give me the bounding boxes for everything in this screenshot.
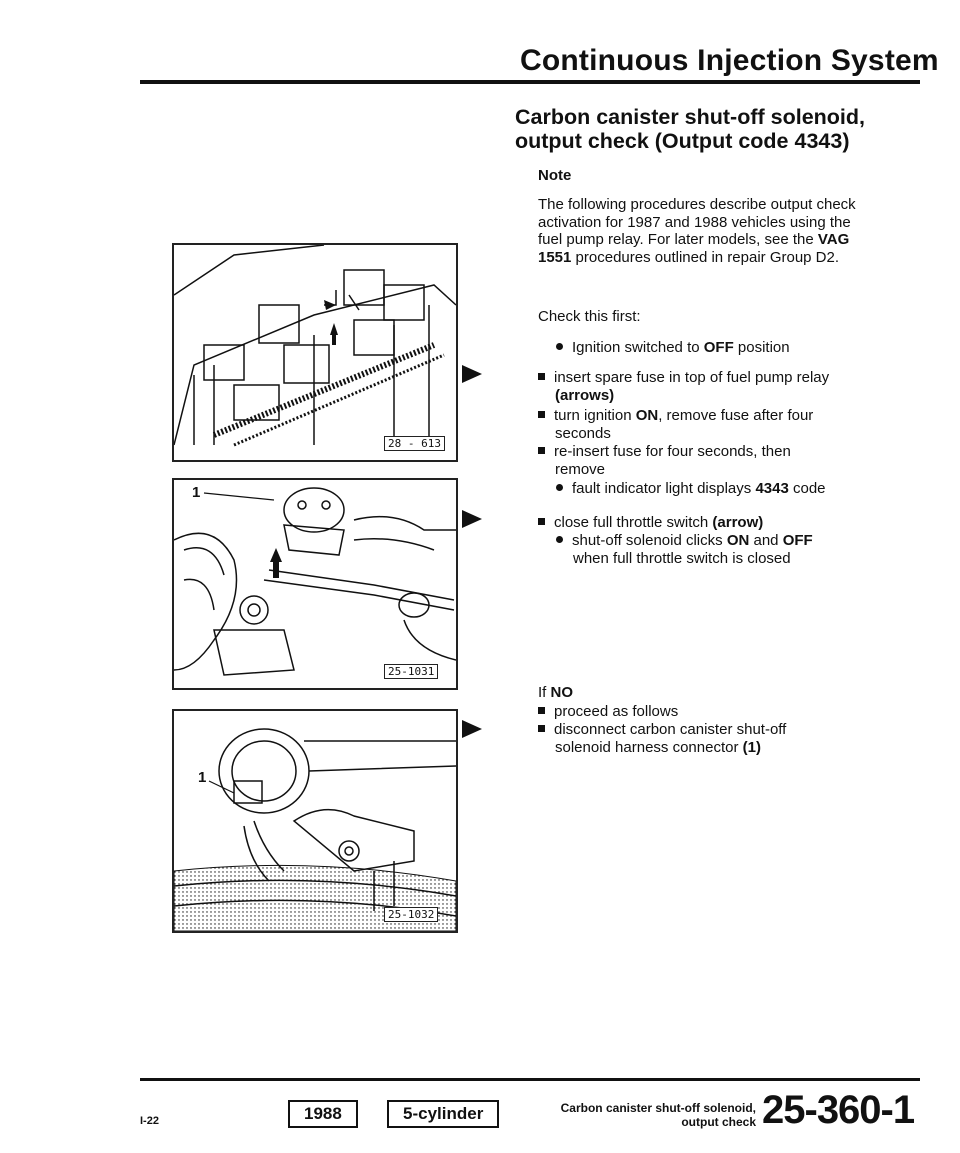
note-heading: Note [538,167,572,184]
step-reinsert: re-insert fuse for four seconds, then remove [538,443,868,479]
note-paragraph [538,196,878,266]
footer-caption-line2: output check [681,1115,756,1129]
fault-code: 4343 [755,480,789,497]
footer-engine-box: 5-cylinder [387,1100,499,1128]
step-bold: ON [726,532,750,549]
square-bullet-icon [538,373,545,380]
step-text: shut-off solenoid clicks [572,532,727,549]
round-bullet-icon [556,343,563,350]
if-no-label [538,684,573,702]
step-bold: OFF [782,532,813,549]
round-bullet-icon [556,484,563,491]
figure-throttle-switch [172,478,458,690]
square-bullet-icon [538,725,545,732]
page-header-title: Continuous Injection System [520,44,939,77]
step-proceed [538,703,678,721]
footer-rule [140,1078,920,1081]
step-text: insert spare fuse in top of fuel pump relay [554,369,830,386]
check-first-label: Check this first: [538,308,641,325]
step-text: position [733,339,790,356]
step-text: and [749,532,783,549]
step-insert-fuse [538,369,878,405]
square-bullet-icon [538,447,545,454]
step-text: code [788,480,826,497]
step-text: proceed as follows [554,703,679,720]
footer-page-ref: I-22 [140,1115,159,1127]
reference-arrow-icon-3 [462,720,482,738]
note-text: The following procedures describe output check activation for 1987 and 1988 vehicles using the fuel pump relay. For later models, see the [538,196,856,248]
note-tool-name: VAG 1551 [538,231,850,266]
solenoid-connector-illustration [174,711,456,931]
step-fault-code [556,480,826,498]
step-disconnect: disconnect carbon canister shut-off solenoid harness connector (1) [538,721,868,757]
throttle-switch-illustration [174,480,456,688]
figure-3-label: 25-1032 [384,907,438,922]
figure-solenoid-connector [172,709,458,933]
step-bold: (arrow) [712,514,764,531]
step-text: close full throttle switch [554,514,713,531]
step-bold: (arrows) [555,387,615,404]
square-bullet-icon [538,411,545,418]
step-solenoid-clicks: shut-off solenoid clicks ON and OFF when full throttle switch is closed [556,532,876,568]
step-close-throttle [538,514,763,532]
figure-2-callout: 1 [192,484,201,501]
step-turn-ignition: turn ignition ON, remove fuse after four seconds [538,407,868,443]
footer-page-number: 25-360-1 [762,1088,915,1132]
section-title [515,105,865,153]
connector-callout: (1) [742,739,761,756]
step-text: turn ignition [554,407,636,424]
section-title-line1: Carbon canister shut-off solenoid, [515,105,865,129]
note-text-end: procedures outlined in repair Group D2. [571,248,840,266]
step-bold: ON [635,407,659,424]
step-ignition-off [556,339,790,357]
reference-arrow-icon-1 [462,365,482,383]
relay-panel-illustration [174,245,456,460]
section-title-line2: output check (Output code 4343) [515,129,850,153]
footer-caption [544,1101,756,1129]
header-rule [140,80,920,84]
square-bullet-icon [538,518,545,525]
round-bullet-icon [556,536,563,543]
if-bold: NO [550,684,574,701]
figure-relay-panel [172,243,458,462]
figure-2-label: 25-1031 [384,664,438,679]
footer-caption-line1: Carbon canister shut-off solenoid, [560,1101,756,1115]
figure-1-label: 28 - 613 [384,436,445,451]
figure-3-callout: 1 [198,769,207,786]
step-text: fault indicator light displays [572,480,756,497]
step-text: Ignition switched to [572,339,704,356]
footer-year-box: 1988 [288,1100,358,1128]
step-bold: OFF [703,339,734,356]
square-bullet-icon [538,707,545,714]
if-text: If [538,684,551,701]
reference-arrow-icon-2 [462,510,482,528]
